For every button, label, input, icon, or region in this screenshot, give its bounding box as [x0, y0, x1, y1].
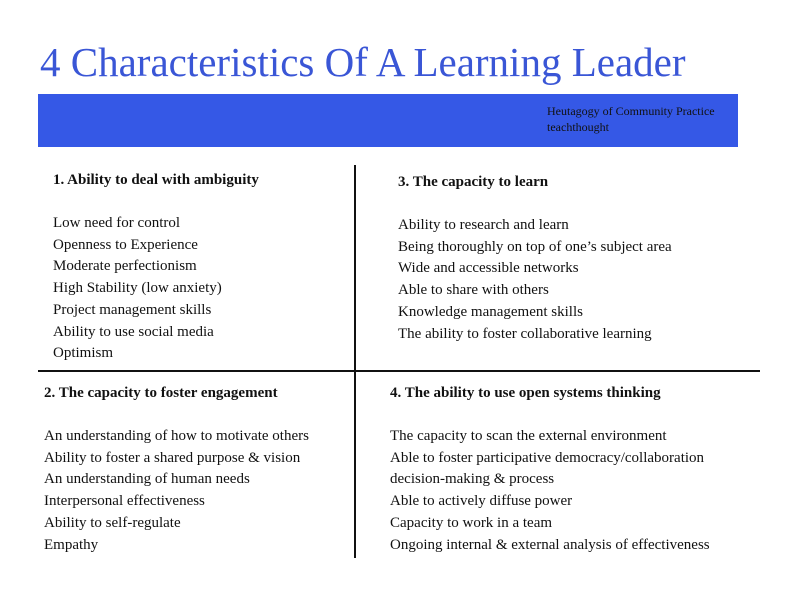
list-item: Capacity to work in a team: [390, 514, 553, 531]
list-item: The capacity to scan the external environment: [390, 428, 667, 444]
list-item: Project management skills: [53, 301, 212, 318]
list-item: The ability to foster collaborative learning: [398, 325, 652, 342]
list-item: Able to actively diffuse power: [390, 493, 573, 510]
quadrant-heading: 4. The ability to use open systems thinking: [390, 385, 661, 401]
quadrant-heading: 2. The capacity to foster engagement: [44, 385, 278, 401]
vertical-divider: [354, 165, 356, 558]
list-item: decision-making & process: [390, 471, 555, 488]
quadrant-list: [390, 426, 710, 556]
list-item: Able to share with others: [398, 282, 549, 299]
list-item: Ability to self-regulate: [44, 514, 181, 531]
list-item: Openness to Experience: [53, 236, 198, 253]
quadrant-heading: 3. The capacity to learn: [398, 174, 549, 190]
quadrant-ambiguity: [53, 171, 259, 365]
quadrant-list: [398, 215, 672, 345]
list-item: Ongoing internal & external analysis of effectiveness: [390, 536, 710, 553]
list-item: Empathy: [44, 536, 99, 553]
banner-subtitle: Heutagogy of Community Practice: [547, 104, 715, 118]
quadrant-capacity-to-learn: [398, 173, 672, 345]
list-item: Interpersonal effectiveness: [44, 493, 205, 510]
quadrant-list: [53, 213, 259, 365]
list-item: Low need for control: [53, 215, 181, 231]
list-item: Ability to research and learn: [398, 217, 569, 233]
list-item: An understanding of how to motivate others: [44, 428, 309, 444]
horizontal-divider: [38, 370, 760, 372]
list-item: Ability to use social media: [53, 323, 214, 340]
list-item: High Stability (low anxiety): [53, 280, 222, 297]
list-item: An understanding of human needs: [44, 471, 250, 488]
banner-source: teachthought: [547, 120, 609, 134]
list-item: Moderate perfectionism: [53, 258, 197, 275]
list-item: Knowledge management skills: [398, 303, 583, 320]
list-item: Optimism: [53, 345, 114, 362]
list-item: Being thoroughly on top of one’s subject area: [398, 238, 672, 255]
quadrant-open-systems: [390, 384, 710, 556]
quadrant-list: [44, 426, 309, 556]
list-item: Ability to foster a shared purpose & vision: [44, 449, 301, 466]
list-item: Wide and accessible networks: [398, 260, 579, 277]
quadrant-heading: 1. Ability to deal with ambiguity: [53, 172, 259, 188]
list-item: Able to foster participative democracy/collaboration: [390, 449, 705, 466]
banner-text: [547, 103, 715, 135]
page-title: 4 Characteristics Of A Learning Leader: [40, 39, 686, 85]
quadrant-engagement: [44, 384, 309, 556]
header-banner: [38, 94, 738, 147]
